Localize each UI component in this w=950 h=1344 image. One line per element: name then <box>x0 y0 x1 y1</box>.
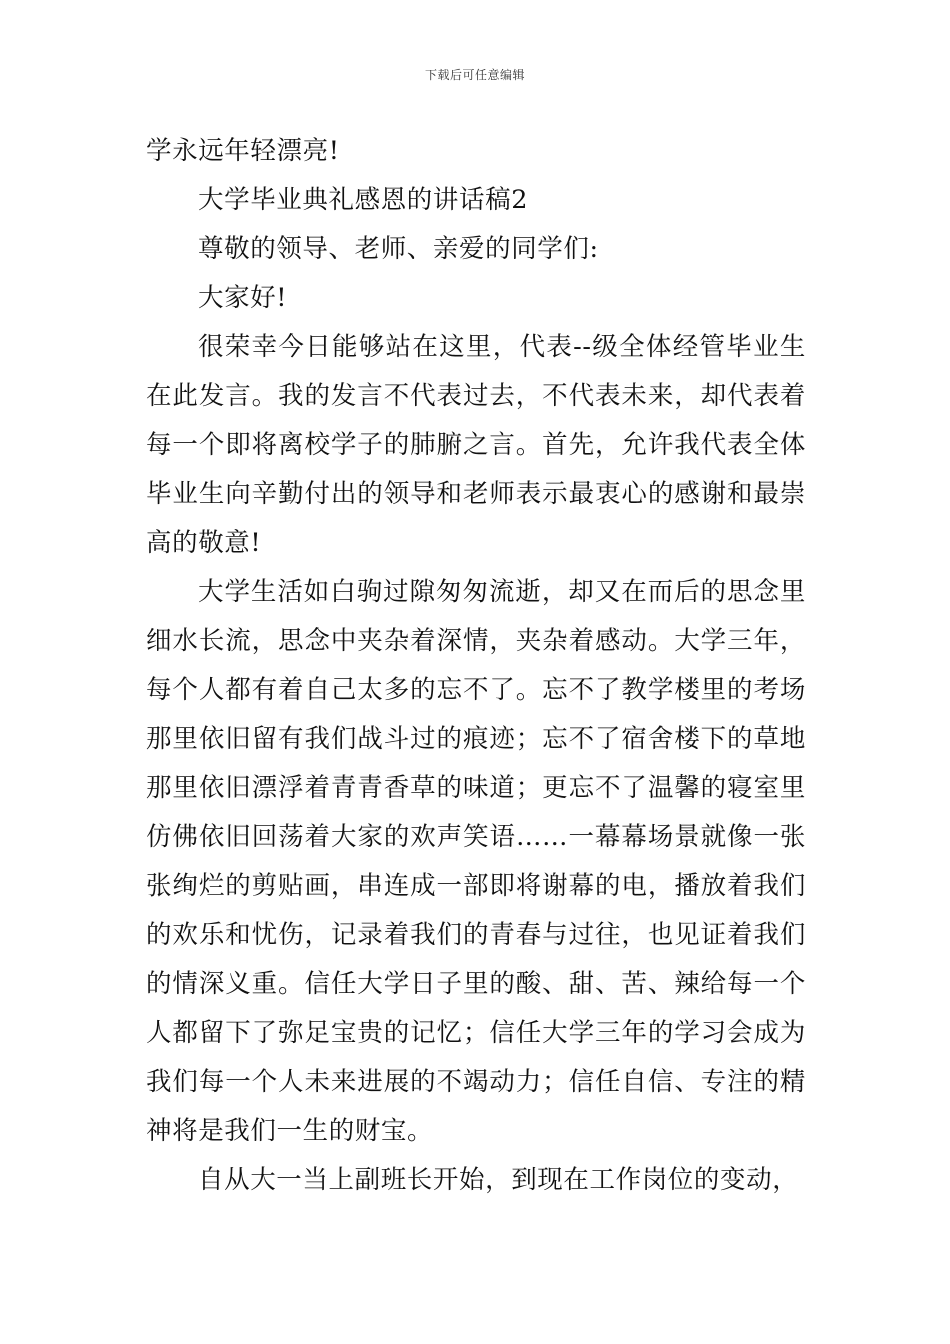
paragraph-continuation: 学永远年轻漂亮! <box>146 136 340 166</box>
page-header-note: 下载后可任意编辑 <box>424 68 525 82</box>
speech-title: 大学毕业典礼感恩的讲话稿2 <box>198 185 529 215</box>
paragraph-opening: 很荣幸今日能够站在这里，代表--级全体经管毕业生在此发言。我的发言不代表过去，不代表未来，却代表着每一个即将离校学子的肺腑之言。首先，允许我代表全体毕业生向辛勤付出的领导和老师表示最衷心的感谢和最崇高的敬意! <box>146 332 806 558</box>
document-body <box>146 127 806 1205</box>
greeting: 大家好! <box>198 283 288 313</box>
salutation: 尊敬的领导、老师、亲爱的同学们: <box>198 234 599 264</box>
paragraph-memories: 大学生活如白驹过隙匆匆流逝，却又在而后的思念里细水长流，思念中夹杂着深情，夹杂着感动。大学三年，每个人都有着自己太多的忘不了。忘不了教学楼里的考场那里依旧留有我们战斗过的痕迹；忘不了宿舍楼下的草地那里依旧漂浮着青青香草的味道；更忘不了温馨的寝室里仿佛依旧回荡着大家的欢声笑语……一幕幕场景就像一张张绚烂的剪贴画，串连成一部即将谢幕的电，播放着我们的欢乐和忧伤，记录着我们的青春与过往，也见证着我们的情深义重。信任大学日子里的酸、甜、苦、辣给每一个人都留下了弥足宝贵的记忆；信任大学三年的学习会成为我们每一个人未来进展的不竭动力；信任自信、专注的精神将是我们一生的财宝。 <box>146 577 806 1146</box>
paragraph-role: 自从大一当上副班长开始，到现在工作岗位的变动， <box>198 1165 799 1195</box>
